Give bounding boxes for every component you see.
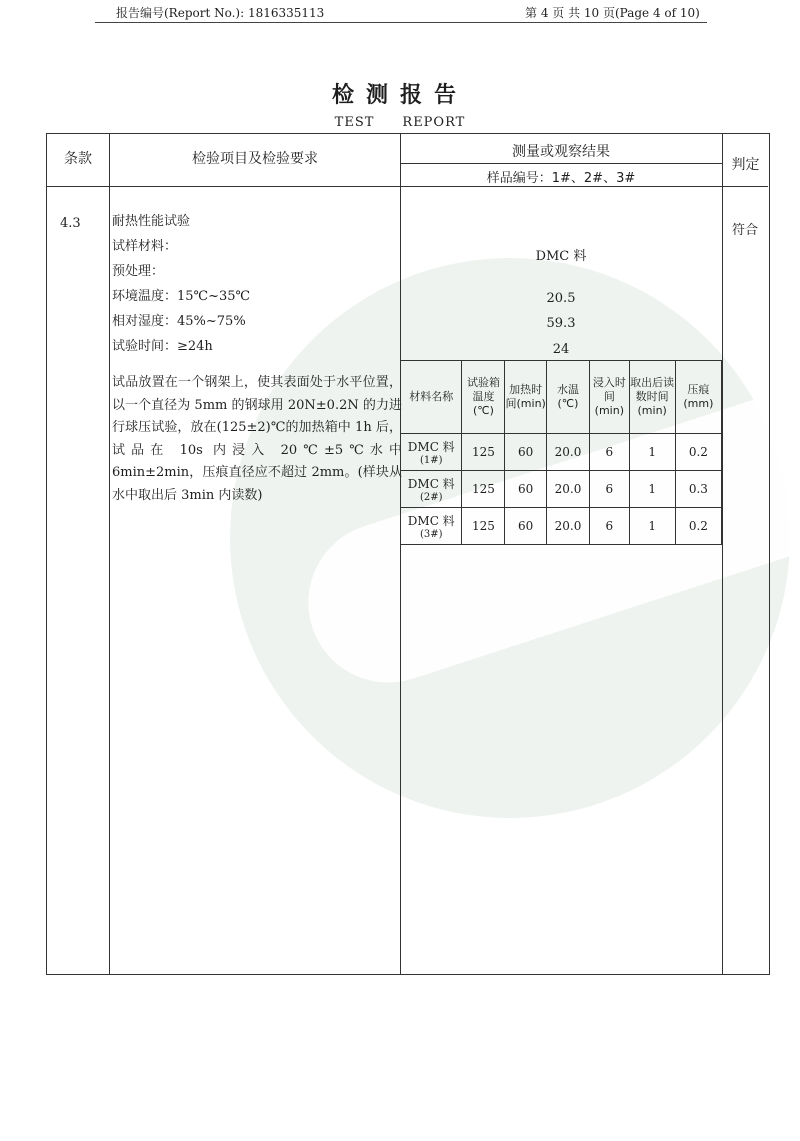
row-heat-time: 60 [505, 434, 546, 471]
th-heat-time: 加热时间(min) [505, 361, 546, 434]
row-indent: 0.3 [675, 471, 721, 508]
col-divider-3 [722, 134, 723, 974]
result-material: DMC 料 [535, 249, 587, 264]
row-read-time: 1 [629, 508, 675, 545]
row-box-temp: 125 [462, 508, 505, 545]
result-header: 测量或观察结果 [512, 144, 610, 160]
row-water-temp: 20.0 [546, 508, 589, 545]
item-pretreatment: 预处理： [112, 264, 165, 279]
th-immerse-time: 浸入时间(min) [590, 361, 630, 434]
row-heat-time: 60 [505, 471, 546, 508]
clause-header: 条款 [64, 151, 92, 167]
th-read-time: 取出后读数时间(min) [629, 361, 675, 434]
row-immerse: 6 [590, 508, 630, 545]
result-humidity: 59.3 [546, 316, 576, 331]
row-water-temp: 20.0 [546, 471, 589, 508]
sample-header: 样品编号：1#、2#、3# [486, 171, 636, 186]
clause-number: 4.3 [60, 216, 81, 231]
header-divider [95, 22, 707, 23]
report-number: 报告编号(Report No.): 1816335113 [116, 6, 325, 20]
result-duration: 24 [552, 342, 570, 357]
row-material: DMC 料 (1#) [401, 434, 462, 471]
page-subtitle: TEST REPORT [334, 115, 466, 130]
row-read-time: 1 [629, 434, 675, 471]
table-row [401, 434, 722, 471]
row-immerse: 6 [590, 471, 630, 508]
row-material: DMC 料 (2#) [401, 471, 462, 508]
table-row [401, 508, 722, 545]
result-temperature: 20.5 [546, 291, 576, 306]
item-humidity: 相对湿度：45%~75% [112, 314, 246, 329]
row-heat-time: 60 [505, 508, 546, 545]
item-temperature: 环境温度：15℃~35℃ [112, 289, 251, 304]
th-box-temp: 试验箱温度(℃) [462, 361, 505, 434]
verdict-value: 符合 [732, 223, 759, 238]
item-material: 试样材料： [112, 239, 178, 254]
header-row-divider [47, 186, 768, 187]
item-name: 耐热性能试验 [112, 214, 191, 229]
page-title: 检测报告 [331, 82, 468, 108]
row-read-time: 1 [629, 471, 675, 508]
item-duration: 试验时间：≥24h [112, 339, 213, 354]
verdict-header: 判定 [731, 157, 760, 173]
row-box-temp: 125 [462, 471, 505, 508]
row-material: DMC 料 (3#) [401, 508, 462, 545]
row-box-temp: 125 [462, 434, 505, 471]
page-info: 第 4 页 共 10 页(Page 4 of 10) [525, 6, 700, 20]
row-indent: 0.2 [675, 508, 721, 545]
th-water-temp: 水温(℃) [546, 361, 589, 434]
col-divider-1 [109, 134, 110, 974]
result-table [400, 360, 722, 545]
th-indent: 压痕(mm) [675, 361, 721, 434]
result-table-header [401, 361, 722, 434]
test-requirement: 试品放置在一个钢架上，使其表面处于水平位置，以一个直径为 5mm 的钢球用 20N±0.2N 的力进行球压试验，放在(125±2)℃的加热箱中 1h 后，试品在 10s 内浸入 20℃±5℃水中 6min±2min，压痕直径应不超过 2mm。(样块从水中取出后 3min 内读数) [112, 375, 402, 503]
row-immerse: 6 [590, 434, 630, 471]
result-sub-divider [400, 163, 722, 164]
row-indent: 0.2 [675, 434, 721, 471]
row-water-temp: 20.0 [546, 434, 589, 471]
table-row [401, 471, 722, 508]
item-header: 检验项目及检验要求 [192, 151, 318, 167]
th-material: 材料名称 [401, 361, 462, 434]
